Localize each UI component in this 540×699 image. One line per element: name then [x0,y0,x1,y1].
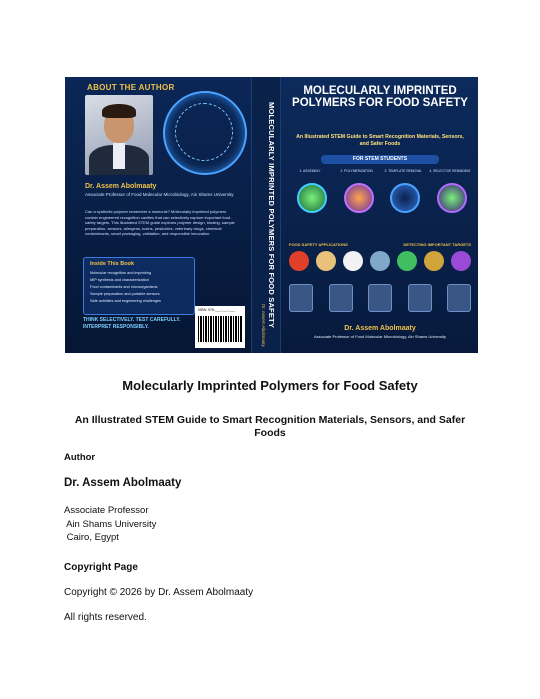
author-label: Author [64,452,96,463]
molecule-sphere-icon [163,91,247,175]
cavity-icon [390,183,420,213]
step-label: 1. ASSEMBLY [299,169,321,173]
food-icons-row [289,251,471,277]
pesticide-icon [397,251,417,271]
spine-author: Dr. Assem Abolmaaty [261,304,266,347]
step-label: 2. POLYMERIZATION [340,169,373,173]
targets-heading: DETECTING IMPORTANT TARGETS [403,242,471,247]
sensor-strip-icon [329,284,353,312]
front-cover [281,77,478,353]
polymer-network-icon [344,183,374,213]
molecule-icon [297,183,327,213]
inside-item: Molecular recognition and imprinting [90,271,151,275]
book-spine [251,77,281,353]
author-photo [85,95,153,175]
inside-item: Food contaminants and microorganisms [90,285,158,289]
copyright-text: Copyright © 2026 by Dr. Assem Abolmaaty [64,587,254,598]
about-author-heading: ABOUT THE AUTHOR [87,83,175,92]
rebinding-icon [437,183,467,213]
affiliation-location: Cairo, Egypt [64,532,119,543]
author-name: Dr. Assem Abolmaaty [64,477,182,489]
inside-item: Safe activities and engineering challenges [90,299,161,303]
front-sections [289,242,471,247]
smartphone-reader-icon [368,284,392,312]
spine-title: MOLECULARLY IMPRINTED POLYMERS FOR FOOD SAFETY [267,101,276,329]
back-blurb: Can a synthetic polymer remember a molecule? Molecularly imprinted polymers contain engineered recognition cavities that can selectively capture important food-safety targets. This illustrated STEM guide explores polymer design, binding, sample preparation, sensors, allergens, toxins, pesticides, veterinary drugs, chemical contaminants, smart packaging, validation, and responsible innovation. [85,209,235,236]
smart-packaging-icon [447,284,471,312]
food-safety-heading: FOOD SAFETY APPLICATIONS [289,242,348,247]
back-tagline [83,317,180,331]
front-title: MOLECULARLY IMPRINTED POLYMERS FOR FOOD SAFETY [292,85,468,109]
back-author-role: Associate Professor of Food Molecular Microbiology, Ain Shams University [85,192,234,197]
affiliation-university: Ain Shams University [64,518,157,530]
isbn-label: ISBN: 978-___-___-___ [198,308,235,312]
step-polymerization [336,169,378,233]
isbn-barcode [195,306,245,348]
step-assembly [289,169,331,233]
spe-cartridge-icon [289,284,313,312]
inside-item: Sample preparation and portable sensors [90,292,160,296]
barcode-icon [198,316,242,342]
tagline-line-2: INTERPRET RESPONSIBLY. [83,324,149,330]
affiliation-title: Associate Professor [64,505,149,516]
rights-statement: All rights reserved. [64,612,147,623]
back-author-name: Dr. Assem Abolmaaty [85,183,157,190]
mycotoxin-icon [424,251,444,271]
grain-icon [316,251,336,271]
stem-tag: FOR STEM STUDENTS [321,155,439,164]
tagline-line-1: THINK SELECTIVELY. TEST CAREFULLY. [83,317,181,323]
step-label: 4. SELECTIVE REBINDING [429,169,471,173]
lc-ms-analyzer-icon [408,284,432,312]
front-author-affiliation: Associate Professor of Food Molecular Microbiology, Ain Shams University [314,334,446,339]
front-subtitle: An Illustrated STEM Guide to Smart Recognition Materials, Sensors, and Safer Foods [296,134,464,147]
book-cover-image [65,77,478,353]
book-subtitle: An Illustrated STEM Guide to Smart Recognition Materials, Sensors, and Safer Foods [74,414,466,439]
bacteria-icon [451,251,471,271]
copyright-heading: Copyright Page [64,562,138,573]
book-title: Molecularly Imprinted Polymers for Food Safety [122,378,418,393]
inside-this-book-box [83,257,195,315]
step-rebinding [429,169,471,233]
inside-heading: Inside This Book [90,261,135,267]
back-cover [65,77,251,353]
imprinting-steps [289,169,471,233]
step-label: 3. TEMPLATE REMOVAL [384,169,423,173]
inside-list [90,270,161,305]
fruit-icon [289,251,309,271]
fish-icon [370,251,390,271]
inside-item: MIP synthesis and characterization [90,278,149,282]
author-affiliation [64,504,156,545]
front-author-name: Dr. Assem Abolmaaty [344,325,416,332]
device-icons-row [289,284,471,314]
milk-icon [343,251,363,271]
step-template-removal [382,169,424,233]
